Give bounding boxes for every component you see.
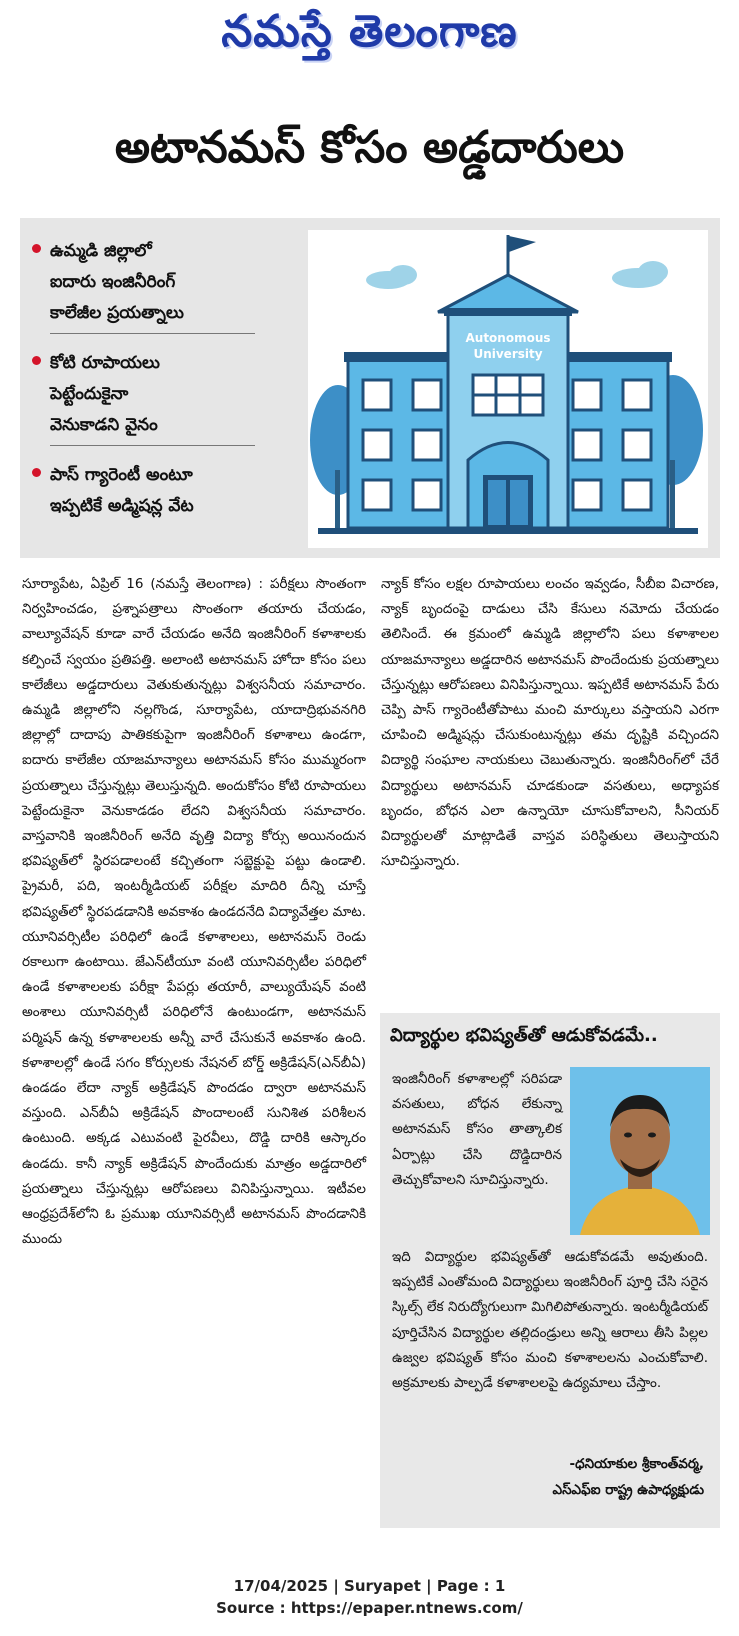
sign-line-1: Autonomous	[465, 331, 551, 345]
sidebar-box	[380, 1013, 720, 1528]
divider	[50, 445, 255, 446]
footer	[0, 1575, 739, 1619]
highlight-text: ఉమ్మడి జిల్లాలో ఐదారు ఇంజినీరింగ్ కాలేజీల ప్రయత్నాలు	[50, 241, 184, 323]
university-building-icon	[308, 230, 708, 548]
signature	[552, 1451, 704, 1503]
footer-source-link[interactable]: Source : https://epaper.ntnews.com/	[216, 1599, 523, 1617]
article-column-2: న్యాక్ కోసం లక్షల రూపాయలు లంచం ఇవ్వడం, సీబీఐ విచారణ, న్యాక్ బృందంపై దాడులు చేసి కేసులు నమోదు చేయడం తెలిసిందే. ఈ క్రమంలో ఉమ్మడి జిల్లాలోని పలు కళాశాలల యాజమాన్యాలు అడ్డదారిన అటానమస్ పొందేందుకు ప్రయత్నాలు చేస్తున్నట్లు ఆరోపణలు వినిపిస్తున్నాయి. ఇప్పటికే అటానమస్ పేరు చెప్పి పాస్ గ్యారెంటీతోపాటు మంచి మార్కులు వస్తాయని ఎరగా చూపించి అడ్మిషన్లు చేసుకుంటున్నట్లు తమ దృష్టికి వచ్చిందని విద్యార్థి సంఘాల నాయకులు చెబుతున్నారు. ఇంజినీరింగ్‌లో చేరే విద్యార్థులు అటానమస్ చూడకుండా వసతులు, అధ్యాపక బృందం, బోధన ఎలా ఉన్నాయో చూసుకోవాలని, సీనియర్ విద్యార్థులతో మాట్లాడితే వాస్తవ పరిస్థితులు తెలుస్తాయని సూచిస్తున్నారు.	[381, 576, 719, 870]
signature-name: -ధనియాకుల శ్రీకాంత్‌వర్మ,	[569, 1456, 704, 1472]
sidebar-text-1: ఇంజినీరింగ్ కళాశాలల్లో సరిపడా వసతులు, బోధన లేకున్నా అటానమస్ కోసం తాత్కాలిక ఏర్పాట్లు చేసి దొడ్డిదారిన తెచ్చుకోవాలని సూచిస్తున్నారు.	[392, 1071, 562, 1188]
article-column-1: సూర్యాపేట, ఏప్రిల్ 16 (నమస్తే తెలంగాణ) : పరీక్షలు సొంతంగా నిర్వహించడం, ప్రశ్నాపత్రాలు సొంతంగా తయారు చేయడం, వాల్యూవేషన్ కూడా వారే చేయడం అనేది ఇంజినీరింగ్ కళాశాలకు కల్పించే స్వయం ప్రతిపత్తి. అలాంటి అటానమస్ హోదా కోసం పలు కాలేజీలు అడ్డదారులు వెతుకుతున్నట్లు విశ్వసనీయ సమాచారం. ఉమ్మడి జిల్లాలోని నల్లగొండ, సూర్యాపేట, యాదాద్రిభువనగిరి జిల్లాల్లో దాదాపు పాతికకుపైగా ఇంజినీరింగ్ కళాశాలు ఉండగా, ఐదారు కాలేజీల యాజమాన్యాలు అటానమస్ కోసం ముమ్మరంగా ప్రయత్నాలు చేస్తున్నట్లు తెలుస్తున్నది. అందుకోసం కోటి రూపాయలు పెట్టేందుకైనా వెనుకాడడం లేదని విశ్వసనీయ సమాచారం. వాస్తవానికి ఇంజినీరింగ్ అనేది వృత్తి విద్యా కోర్సు అయినందున భవిష్యత్‌లో స్థిరపడాలంటే కచ్చితంగా సబ్జెక్టుపై పట్టు ఉండాలి. ప్రైమరీ, పది, ఇంటర్మీడియట్ పరీక్షల మాదిరి దీన్ని చూస్తే భవిష్యత్‌లో స్థిరపడడానికి అవకాశం ఉండదనేది విద్యావేత్తల మాట. యూనివర్సిటీల పరిధిలో ఉండే కళాశాలలు, అటానమస్ రెండు రకాలుగా ఉంటాయి. జేఎన్‌టీయూ వంటి యూనివర్సిటీల పరిధిలో ఉండే కళాశాలలకు పరీక్షా పేపర్లు తయారీ, వాల్యుయేషన్ వంటి అంశాలు యూనివర్సిటీ పరిధిలోనే ఉంటుండగా, అటానమస్ పర్మిషన్ ఉన్న కళాశాలలకు అన్నీ వారే చేసుకునే అవకాశం ఉంది. కళాశాలల్లో ఉండే సగం కోర్సులకు నేషనల్ బోర్డ్ అక్రిడేషన్(ఎన్‌బీఏ) ఉండడం లేదా న్యాక్ అక్రిడేషన్ పొందడం ద్వారా అటానమస్ వస్తుంది. ఎన్‌బీఏ అక్రిడేషన్ పొందాలంటే సునిశిత పరిశీలన ఉంటుంది. అక్కడ ఎటువంటి పైరవీలు, దొడ్డి దారికి ఆస్కారం ఉండదు. కానీ న్యాక్ అక్రిడేషన్ పొందేందుకు మాత్రం అడ్డదారిలో ప్రయత్నాలు చేస్తున్నట్లు ఆరోపణలు వినిపిస్తున్నాయి. ఇటీవల ఆంధ్రప్రదేశ్‌లోని ఓ ప్రముఖ యూనివర్సిటీ అటానమస్ పొందడానికి ముందు	[22, 576, 366, 1248]
highlight-item	[32, 460, 267, 522]
person-photo-icon	[570, 1067, 710, 1235]
signature-role: ఎస్‌ఎఫ్‌ఐ రాష్ట్ర ఉపాధ్యక్షుడు	[552, 1482, 704, 1498]
masthead-title: నమస్తే తెలంగాణ	[221, 6, 518, 57]
masthead	[0, 0, 739, 70]
highlight-text: కోటి రూపాయలు పెట్టేందుకైనా వెనుకాడని వైనం	[50, 353, 160, 435]
divider	[50, 333, 255, 334]
highlight-box	[20, 218, 720, 558]
sign-line-2: University	[473, 347, 543, 361]
footer-date-line: 17/04/2025 | Suryapet | Page : 1	[233, 1577, 506, 1595]
highlight-item	[32, 236, 267, 334]
highlight-item	[32, 348, 267, 446]
bullet-dot-icon	[32, 356, 41, 365]
bullet-dot-icon	[32, 468, 41, 477]
highlight-text: పాస్ గ్యారెంటీ అంటూ ఇప్పటికే అడ్మిషన్ల వేట	[50, 465, 194, 516]
headline: అటానమస్ కోసం అడ్డదారులు	[114, 122, 625, 173]
bullet-dot-icon	[32, 244, 41, 253]
sidebar-title: విద్యార్థుల భవిష్యత్‌తో ఆడుకోవడమే..	[390, 1025, 658, 1046]
sidebar-text-2: ఇది విద్యార్థుల భవిష్యత్‌తో ఆడుకోవడమే అవుతుంది. ఇప్పటికే ఎంతోమంది విద్యార్థులు ఇంజినీరింగ్ పూర్తి చేసి సరైన స్కిల్స్ లేక నిరుద్యోగులుగా మిగిలిపోతున్నారు. ఇంటర్మీడియట్ పూర్తిచేసిన విద్యార్థుల తల్లిదండ్రులు అన్ని ఆరాలు తీసి పిల్లల ఉజ్వల భవిష్యత్ కోసం మంచి కళాశాలలను ఎంచుకోవాలి. అక్రమాలకు పాల్పడే కళాశాలలపై ఉద్యమాలు చేస్తాం.	[392, 1249, 708, 1392]
highlight-list	[32, 236, 267, 536]
